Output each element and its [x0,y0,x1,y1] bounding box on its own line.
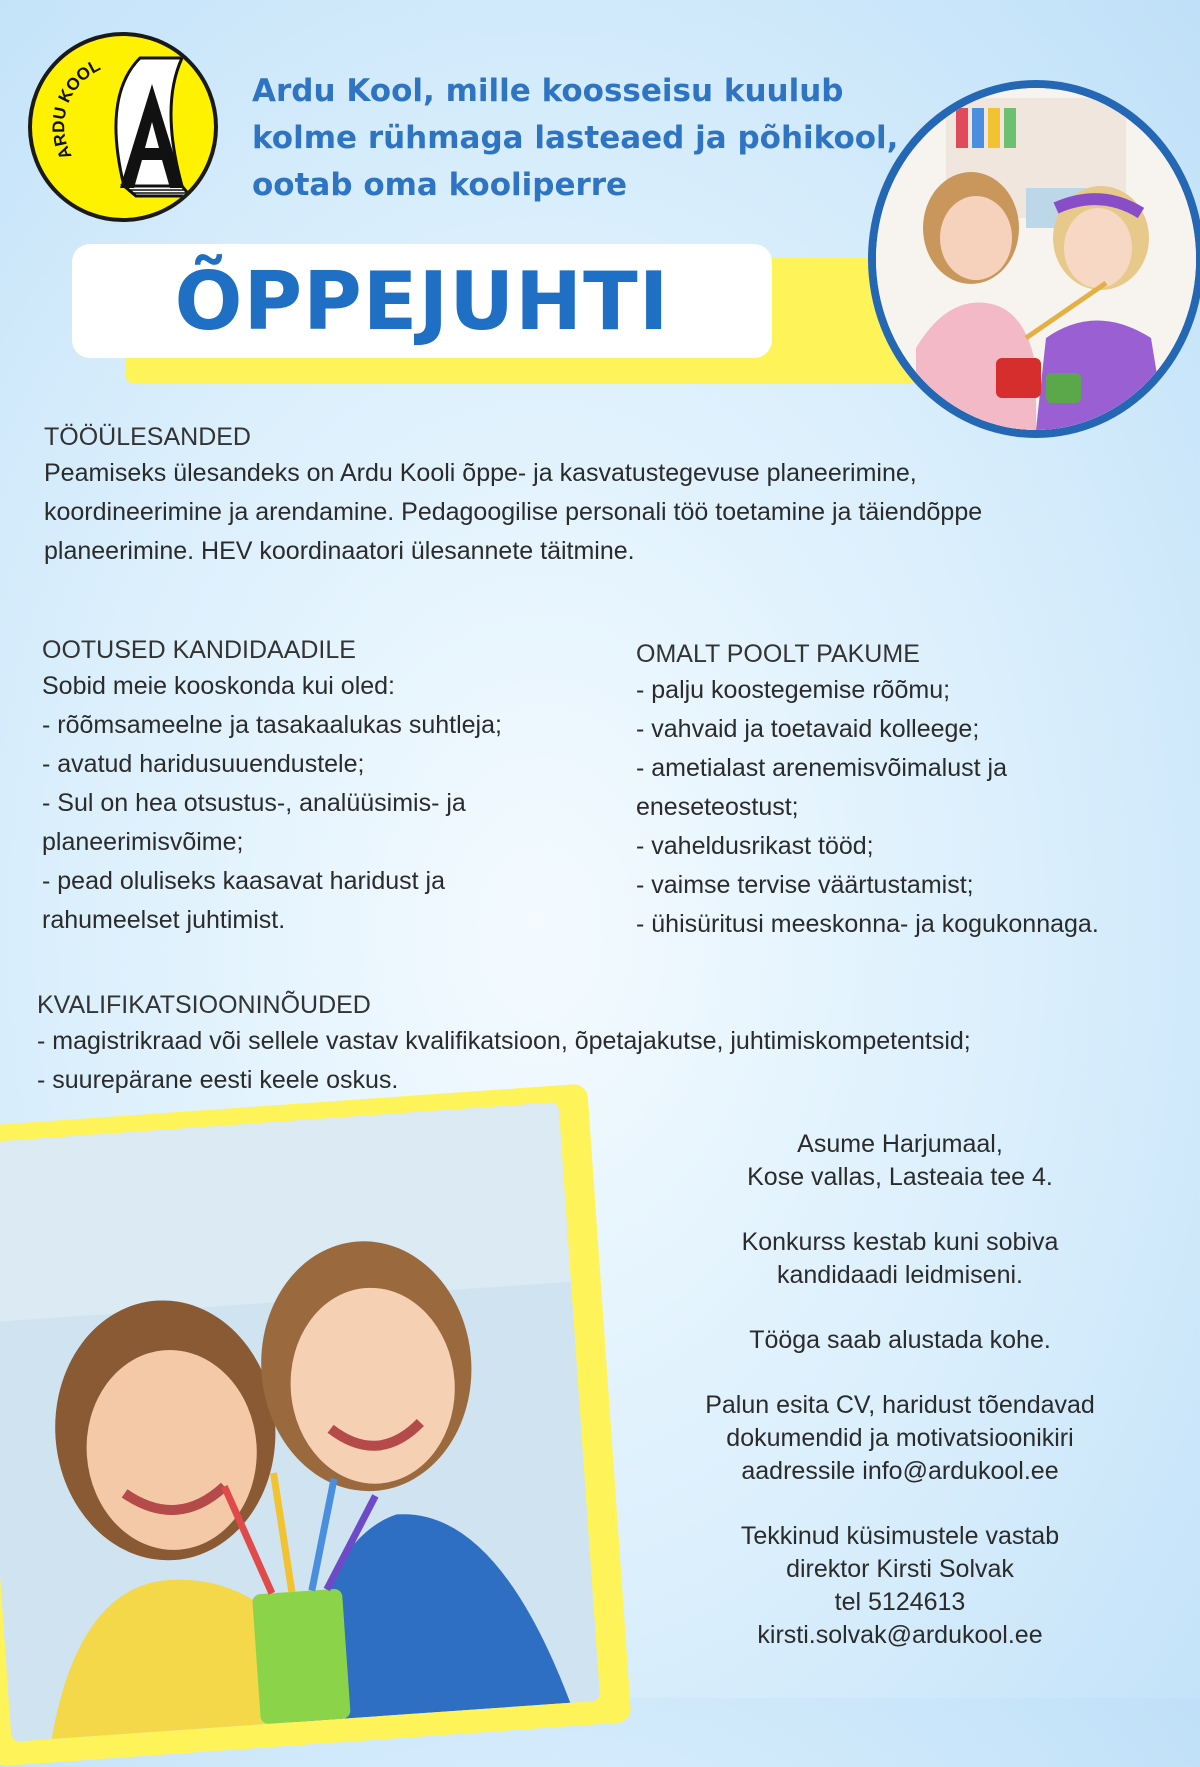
header-line: ootab oma kooliperre [252,167,628,203]
duties-line: planeerimine. HEV koordinaatori ülesannete täitmine. [44,537,635,565]
children-painting-photo [868,80,1200,438]
info-line: Asume Harjumaal, [797,1130,1003,1158]
duties-line: koordineerimine ja arendamine. Pedagoogilise personali töö toetamine ja täiendõppe [44,498,983,526]
list-item: - palju koostegemise rõõmu; [636,676,951,704]
offer-heading: OMALT POOLT PAKUME [636,640,920,668]
logo-text: ARDU KOOL [49,55,104,163]
smiling-girls-photo [0,1102,600,1742]
info-line: dokumendid ja motivatsioonikiri [726,1424,1074,1452]
info-line: aadressile info@ardukool.ee [741,1457,1059,1485]
list-item: - Sul on hea otsustus-, analüüsimis- ja [42,789,466,817]
info-line: Tööga saab alustada kohe. [749,1326,1051,1354]
svg-text:ARDU KOOL [49,56,103,162]
list-item: rahumeelset juhtimist. [42,906,286,934]
list-item: planeerimisvõime; [42,828,244,856]
book-letter-a-icon [32,36,218,222]
list-item: - vaimse tervise väärtustamist; [636,871,974,899]
qualifications-list [37,1022,1177,1100]
info-line: Palun esita CV, haridust tõendavad [705,1391,1095,1419]
list-item: - rõõmsameelne ja tasakaalukas suhtleja; [42,711,502,739]
contact-text [640,1520,1160,1652]
expectations-section [42,633,602,940]
duties-line: Peamiseks ülesandeks on Ardu Kooli õppe- ja kasvatustegevuse planeerimine, [44,459,917,487]
info-line: direktor Kirsti Solvak [786,1555,1014,1583]
list-item: - ametialast arenemisvõimalust ja [636,754,1007,782]
duties-text [44,454,1154,571]
info-line: tel 5124613 [834,1588,966,1616]
info-line: Konkurss kestab kuni sobiva [741,1228,1059,1256]
offer-list [636,671,1176,944]
qualifications-heading: KVALIFIKATSIOONINÕUDED [37,991,371,1019]
expectations-heading: OOTUSED KANDIDAADILE [42,636,356,664]
info-column [640,1128,1160,1684]
apply-text [640,1389,1160,1488]
duties-heading: TÖÖÜLESANDED [44,423,251,451]
list-item: - ühisüritusi meeskonna- ja kogukonnaga. [636,910,1099,938]
list-item: Sobid meie kooskonda kui oled: [42,672,396,700]
location-text [640,1128,1160,1194]
header-text [252,68,912,209]
header-line: kolme rühmaga lasteaed ja põhikool, [252,120,899,156]
info-line: Kose vallas, Lasteaia tee 4. [747,1163,1053,1191]
list-item: - pead oluliseks kaasavat haridust ja [42,867,446,895]
list-item: - suurepärane eesti keele oskus. [37,1066,399,1094]
school-logo [28,32,218,222]
list-item: - avatud haridusuuendustele; [42,750,365,778]
list-item: - magistrikraad või sellele vastav kvalifikatsioon, õpetajakutse, juhtimiskompetentsid; [37,1027,971,1055]
expectations-list [42,667,602,940]
qualifications-section [37,988,1177,1100]
offer-section [636,637,1176,944]
info-line: Tekkinud küsimustele vastab [740,1522,1060,1550]
header-line: Ardu Kool, mille koosseisu kuulub [252,73,844,109]
contest-text [640,1226,1160,1292]
title-banner [72,244,772,358]
start-text [640,1324,1160,1357]
list-item: - vaheldusrikast tööd; [636,832,874,860]
list-item: - vahvaid ja toetavaid kolleege; [636,715,980,743]
list-item: eneseteostust; [636,793,799,821]
page-title: ÕPPEJUHTI [174,254,670,348]
info-line: kirsti.solvak@ardukool.ee [757,1621,1043,1649]
duties-section [44,420,1154,571]
info-line: kandidaadi leidmiseni. [777,1261,1023,1289]
